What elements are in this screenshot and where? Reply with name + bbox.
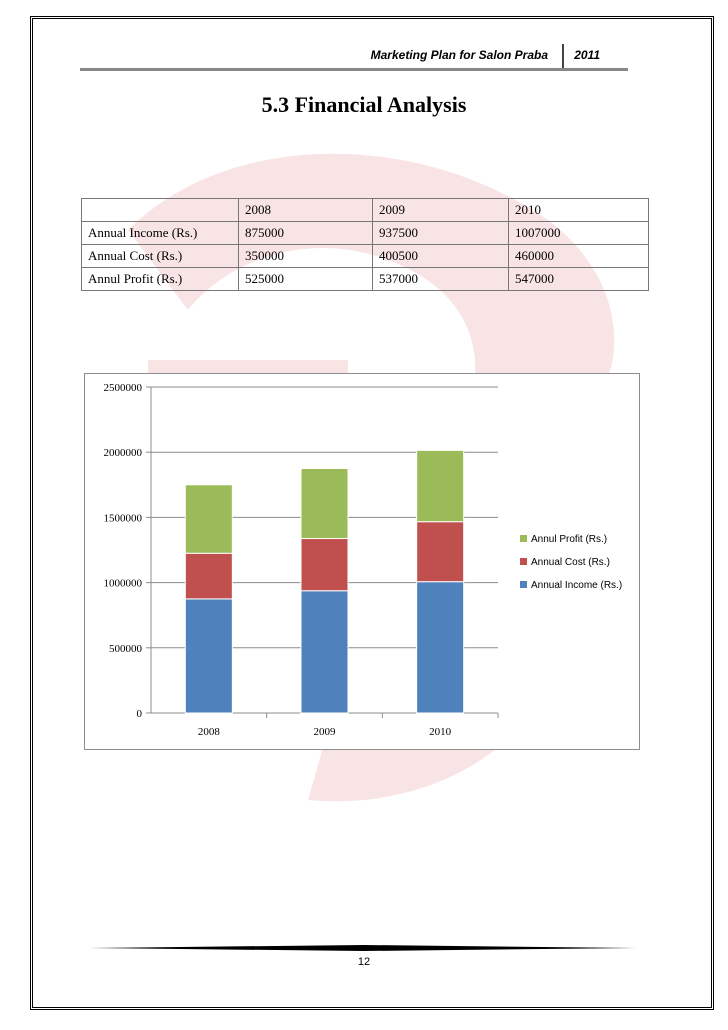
table-cell: 937500 <box>373 222 509 245</box>
header-separator <box>562 44 564 70</box>
row-label: Annual Cost (Rs.) <box>82 245 239 268</box>
table-row <box>82 222 649 245</box>
legend-swatch <box>520 535 527 542</box>
bar-segment <box>185 599 232 713</box>
bar-segment <box>417 582 464 713</box>
row-label: Annual Income (Rs.) <box>82 222 239 245</box>
x-tick-label: 2010 <box>429 726 452 738</box>
legend-label: Annual Income (Rs.) <box>531 580 623 591</box>
page-header <box>80 44 628 72</box>
y-tick-label: 500000 <box>109 642 142 655</box>
header-title: Marketing Plan for Salon Praba <box>370 48 548 62</box>
table-header-row <box>82 199 649 222</box>
bar-segment <box>185 553 232 599</box>
row-label: Annul Profit (Rs.) <box>82 268 239 291</box>
legend-label: Annul Profit (Rs.) <box>531 534 608 545</box>
y-tick-label: 1500000 <box>103 512 142 525</box>
financial-table <box>81 198 649 291</box>
x-tick-label: 2009 <box>313 726 336 738</box>
table-row <box>82 245 649 268</box>
table-cell: 1007000 <box>509 222 649 245</box>
legend-swatch <box>520 558 527 565</box>
table-cell: 537000 <box>373 268 509 291</box>
table-header-cell: 2010 <box>509 199 649 222</box>
footer-rule <box>88 943 640 953</box>
header-year: 2011 <box>574 48 600 62</box>
table-cell: 400500 <box>373 245 509 268</box>
table-header-cell <box>82 199 239 222</box>
y-tick-label: 0 <box>136 708 142 720</box>
table-cell: 460000 <box>509 245 649 268</box>
table-header-cell: 2008 <box>239 199 373 222</box>
table-cell: 350000 <box>239 245 373 268</box>
bar-segment <box>301 591 348 713</box>
table-cell: 525000 <box>239 268 373 291</box>
bar-segment <box>301 469 348 539</box>
bar-segment <box>417 522 464 582</box>
legend-swatch <box>520 581 527 588</box>
y-tick-label: 2500000 <box>103 382 142 394</box>
table-cell: 875000 <box>239 222 373 245</box>
legend-label: Annual Cost (Rs.) <box>531 557 610 568</box>
page-number: 12 <box>357 956 371 968</box>
bar-segment <box>301 539 348 591</box>
x-tick-label: 2008 <box>197 726 220 738</box>
stacked-bar-chart <box>84 373 640 750</box>
page-title: 5.3 Financial Analysis <box>261 92 467 117</box>
table-row <box>82 268 649 291</box>
bar-segment <box>185 485 232 553</box>
bar-segment <box>417 450 464 521</box>
y-tick-label: 2000000 <box>103 447 142 460</box>
table-header-cell: 2009 <box>373 199 509 222</box>
y-tick-label: 1000000 <box>103 577 142 590</box>
table-cell: 547000 <box>509 268 649 291</box>
chart-svg <box>85 374 639 749</box>
header-rule <box>80 68 628 71</box>
